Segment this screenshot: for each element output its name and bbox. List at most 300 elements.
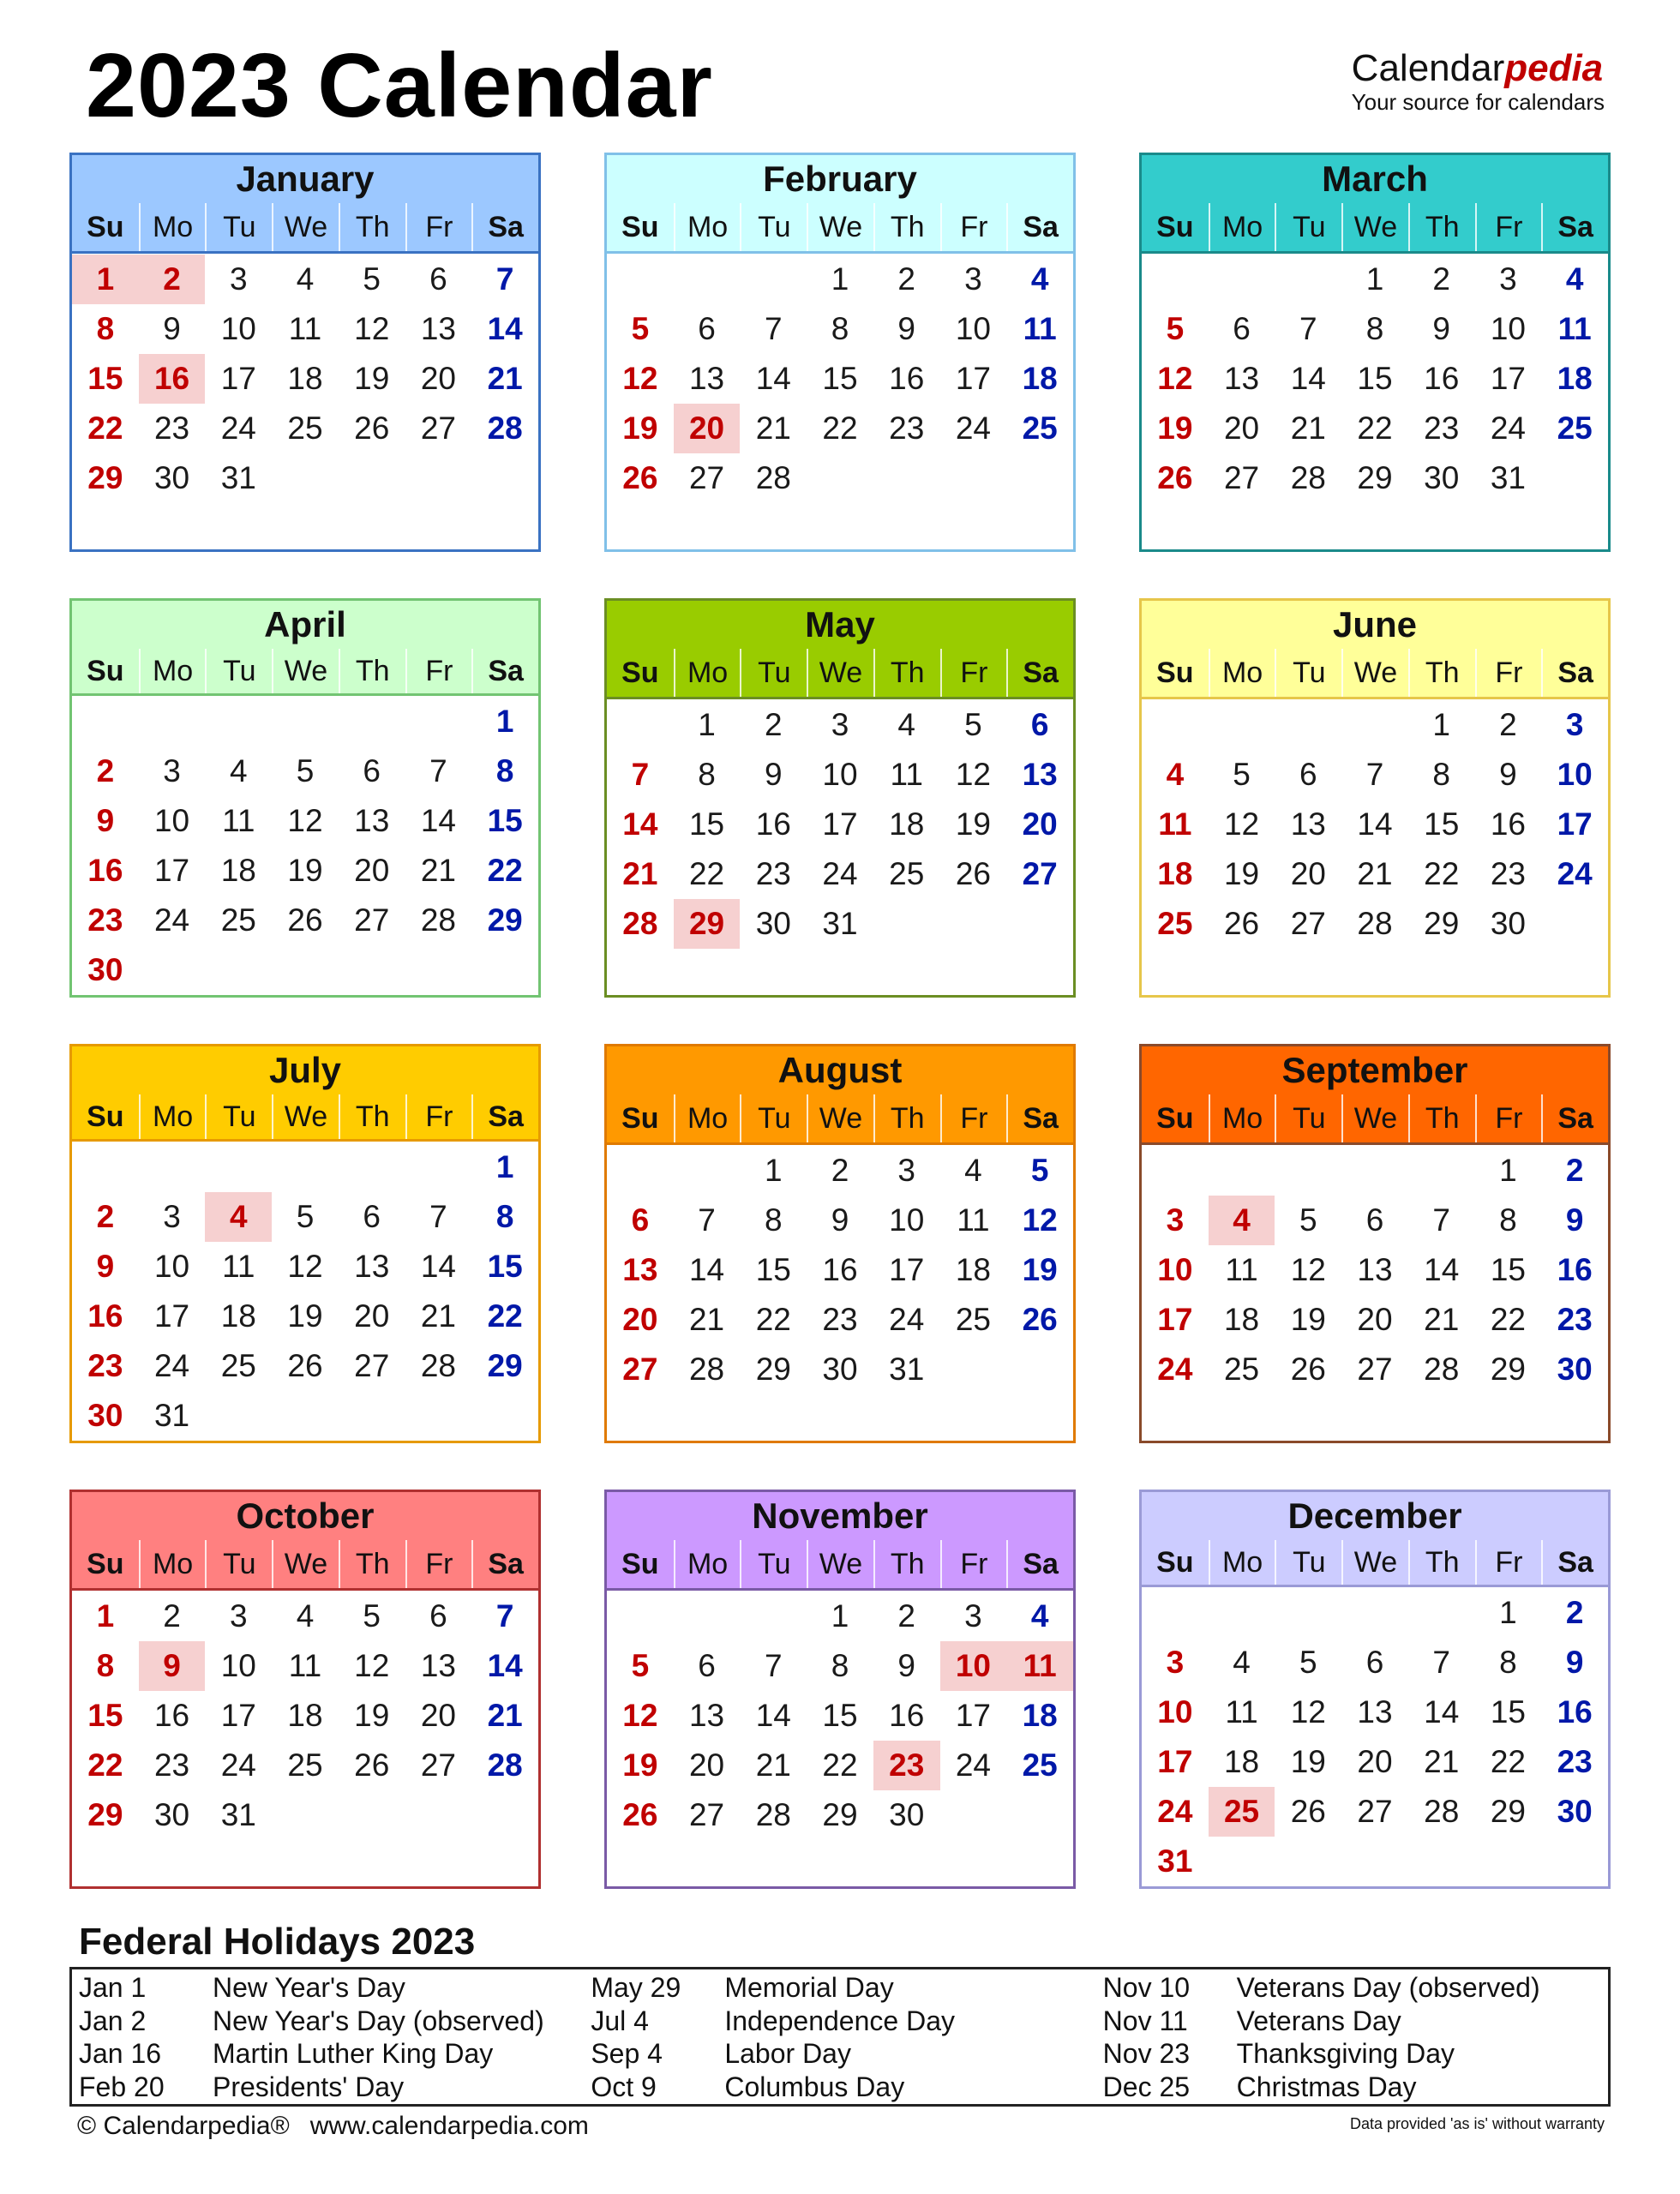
day-cell[interactable]: 16 — [755, 806, 791, 842]
day-cell[interactable]: 13 — [688, 361, 725, 396]
day-cell[interactable]: 26 — [955, 856, 991, 891]
day-cell[interactable]: 23 — [87, 902, 123, 938]
day-cell[interactable]: 11 — [288, 1648, 322, 1683]
day-cell[interactable]: 10 — [822, 757, 858, 792]
day-cell[interactable]: 9 — [1565, 1645, 1584, 1680]
day-cell[interactable]: 10 — [220, 311, 256, 346]
day-cell[interactable]: 26 — [1223, 906, 1260, 941]
day-cell[interactable]: 1 — [1432, 707, 1450, 742]
day-cell[interactable]: 12 — [622, 1698, 658, 1733]
day-cell[interactable]: 22 — [487, 853, 523, 888]
day-cell[interactable]: 29 — [1490, 1794, 1526, 1829]
day-cell[interactable]: 21 — [487, 361, 523, 396]
day-cell[interactable]: 25 — [1157, 906, 1193, 941]
day-cell[interactable]: 6 — [429, 261, 447, 297]
day-cell[interactable]: 21 — [755, 411, 791, 446]
brand-logo[interactable] — [1352, 47, 1605, 114]
day-cell[interactable]: 5 — [296, 1199, 315, 1234]
day-cell[interactable]: 24 — [955, 411, 991, 446]
day-cell[interactable]: 23 — [1490, 856, 1526, 891]
day-cell[interactable]: 17 — [889, 1252, 925, 1287]
day-cell[interactable]: 27 — [1022, 856, 1058, 891]
day-cell[interactable]: 31 — [220, 1797, 256, 1832]
day-cell[interactable]: 20 — [688, 1747, 725, 1783]
day-cell[interactable]: 21 — [622, 856, 658, 891]
day-cell[interactable]: 26 — [622, 460, 658, 495]
day-cell[interactable]: 18 — [220, 1298, 256, 1334]
holiday-day-cell[interactable]: 23 — [873, 1741, 940, 1790]
day-cell[interactable]: 16 — [1557, 1694, 1593, 1729]
day-cell[interactable]: 3 — [229, 1598, 248, 1634]
day-cell[interactable]: 19 — [287, 853, 323, 888]
holiday-day-cell[interactable]: 20 — [674, 404, 741, 453]
day-cell[interactable]: 15 — [487, 1249, 523, 1284]
day-cell[interactable]: 29 — [87, 1797, 123, 1832]
day-cell[interactable]: 15 — [755, 1252, 791, 1287]
day-cell[interactable]: 20 — [1357, 1744, 1393, 1779]
day-cell[interactable]: 7 — [1432, 1202, 1450, 1238]
day-cell[interactable]: 13 — [1290, 806, 1326, 842]
day-cell[interactable]: 20 — [622, 1302, 658, 1337]
day-cell[interactable]: 17 — [1490, 361, 1526, 396]
day-cell[interactable]: 20 — [354, 1298, 390, 1334]
day-cell[interactable]: 2 — [96, 1199, 115, 1234]
day-cell[interactable]: 7 — [631, 757, 650, 792]
day-cell[interactable]: 22 — [755, 1302, 791, 1337]
day-cell[interactable]: 12 — [287, 1249, 323, 1284]
day-cell[interactable]: 31 — [153, 1398, 190, 1433]
day-cell[interactable]: 22 — [822, 411, 858, 446]
day-cell[interactable]: 9 — [764, 757, 783, 792]
day-cell[interactable]: 12 — [1290, 1694, 1326, 1729]
day-cell[interactable]: 14 — [622, 806, 658, 842]
day-cell[interactable]: 8 — [495, 1199, 514, 1234]
day-cell[interactable]: 22 — [1490, 1302, 1526, 1337]
day-cell[interactable]: 24 — [220, 411, 256, 446]
day-cell[interactable]: 12 — [354, 1648, 390, 1683]
day-cell[interactable]: 25 — [287, 1747, 323, 1783]
day-cell[interactable]: 11 — [1158, 806, 1192, 842]
day-cell[interactable]: 10 — [153, 1249, 190, 1284]
day-cell[interactable]: 21 — [1424, 1302, 1460, 1337]
day-cell[interactable]: 3 — [897, 1153, 915, 1188]
day-cell[interactable]: 16 — [822, 1252, 858, 1287]
day-cell[interactable]: 31 — [1157, 1843, 1193, 1879]
day-cell[interactable]: 26 — [1022, 1302, 1058, 1337]
day-cell[interactable]: 25 — [1022, 411, 1058, 446]
day-cell[interactable]: 7 — [495, 261, 514, 297]
day-cell[interactable]: 15 — [1357, 361, 1393, 396]
day-cell[interactable]: 12 — [1022, 1202, 1058, 1238]
day-cell[interactable]: 2 — [897, 261, 915, 297]
day-cell[interactable]: 9 — [897, 311, 915, 346]
day-cell[interactable]: 17 — [1157, 1744, 1193, 1779]
day-cell[interactable]: 10 — [220, 1648, 256, 1683]
day-cell[interactable]: 8 — [698, 757, 716, 792]
day-cell[interactable]: 22 — [1490, 1744, 1526, 1779]
day-cell[interactable]: 13 — [1357, 1694, 1393, 1729]
holiday-day-cell[interactable]: 29 — [674, 899, 741, 949]
day-cell[interactable]: 9 — [897, 1648, 915, 1683]
day-cell[interactable]: 25 — [889, 856, 925, 891]
day-cell[interactable]: 14 — [755, 1698, 791, 1733]
day-cell[interactable]: 27 — [1223, 460, 1260, 495]
day-cell[interactable]: 28 — [1424, 1794, 1460, 1829]
day-cell[interactable]: 26 — [287, 902, 323, 938]
day-cell[interactable]: 27 — [354, 1348, 390, 1383]
holiday-day-cell[interactable]: 4 — [205, 1192, 272, 1242]
day-cell[interactable]: 18 — [287, 1698, 323, 1733]
day-cell[interactable]: 30 — [1557, 1352, 1593, 1387]
day-cell[interactable]: 24 — [955, 1747, 991, 1783]
day-cell[interactable]: 17 — [220, 1698, 256, 1733]
day-cell[interactable]: 10 — [1157, 1252, 1193, 1287]
day-cell[interactable]: 28 — [688, 1352, 725, 1387]
day-cell[interactable]: 25 — [220, 902, 256, 938]
day-cell[interactable]: 14 — [1357, 806, 1393, 842]
day-cell[interactable]: 7 — [764, 311, 783, 346]
day-cell[interactable]: 21 — [688, 1302, 725, 1337]
day-cell[interactable]: 27 — [1357, 1352, 1393, 1387]
day-cell[interactable]: 5 — [1166, 311, 1185, 346]
day-cell[interactable]: 12 — [287, 803, 323, 838]
day-cell[interactable]: 30 — [153, 1797, 190, 1832]
day-cell[interactable]: 17 — [822, 806, 858, 842]
day-cell[interactable]: 3 — [163, 753, 181, 788]
day-cell[interactable]: 10 — [1490, 311, 1526, 346]
day-cell[interactable]: 12 — [1223, 806, 1260, 842]
day-cell[interactable]: 10 — [955, 311, 991, 346]
day-cell[interactable]: 26 — [622, 1797, 658, 1832]
day-cell[interactable]: 11 — [222, 1249, 255, 1284]
day-cell[interactable]: 27 — [354, 902, 390, 938]
day-cell[interactable]: 29 — [87, 460, 123, 495]
day-cell[interactable]: 30 — [755, 906, 791, 941]
day-cell[interactable]: 3 — [1565, 707, 1584, 742]
day-cell[interactable]: 15 — [87, 361, 123, 396]
day-cell[interactable]: 4 — [964, 1153, 982, 1188]
day-cell[interactable]: 19 — [1290, 1302, 1326, 1337]
day-cell[interactable]: 16 — [153, 1698, 190, 1733]
day-cell[interactable]: 23 — [1557, 1302, 1593, 1337]
day-cell[interactable]: 24 — [1557, 856, 1593, 891]
day-cell[interactable]: 1 — [831, 1598, 849, 1634]
day-cell[interactable]: 19 — [955, 806, 991, 842]
day-cell[interactable]: 15 — [487, 803, 523, 838]
day-cell[interactable]: 12 — [1290, 1252, 1326, 1287]
day-cell[interactable]: 28 — [755, 460, 791, 495]
day-cell[interactable]: 3 — [1166, 1645, 1185, 1680]
day-cell[interactable]: 6 — [363, 1199, 381, 1234]
day-cell[interactable]: 17 — [955, 1698, 991, 1733]
day-cell[interactable]: 11 — [288, 311, 322, 346]
day-cell[interactable]: 25 — [287, 411, 323, 446]
day-cell[interactable]: 16 — [889, 361, 925, 396]
day-cell[interactable]: 11 — [890, 757, 923, 792]
day-cell[interactable]: 5 — [363, 261, 381, 297]
day-cell[interactable]: 22 — [1357, 411, 1393, 446]
day-cell[interactable]: 18 — [955, 1252, 991, 1287]
day-cell[interactable]: 2 — [831, 1153, 849, 1188]
day-cell[interactable]: 30 — [153, 460, 190, 495]
day-cell[interactable]: 2 — [163, 1598, 181, 1634]
day-cell[interactable]: 3 — [964, 1598, 982, 1634]
day-cell[interactable]: 14 — [487, 1648, 523, 1683]
day-cell[interactable]: 27 — [688, 460, 725, 495]
day-cell[interactable]: 15 — [1490, 1252, 1526, 1287]
holiday-day-cell[interactable]: 16 — [139, 354, 206, 404]
day-cell[interactable]: 4 — [1030, 261, 1049, 297]
day-cell[interactable]: 29 — [755, 1352, 791, 1387]
day-cell[interactable]: 19 — [1223, 856, 1260, 891]
day-cell[interactable]: 8 — [1365, 311, 1384, 346]
day-cell[interactable]: 4 — [296, 1598, 315, 1634]
day-cell[interactable]: 16 — [87, 1298, 123, 1334]
day-cell[interactable]: 13 — [354, 803, 390, 838]
day-cell[interactable]: 15 — [822, 1698, 858, 1733]
day-cell[interactable]: 12 — [1157, 361, 1193, 396]
day-cell[interactable]: 7 — [429, 1199, 447, 1234]
day-cell[interactable]: 6 — [429, 1598, 447, 1634]
day-cell[interactable]: 5 — [363, 1598, 381, 1634]
day-cell[interactable]: 19 — [354, 1698, 390, 1733]
day-cell[interactable]: 9 — [163, 311, 181, 346]
day-cell[interactable]: 7 — [698, 1202, 716, 1238]
day-cell[interactable]: 26 — [354, 411, 390, 446]
day-cell[interactable]: 11 — [1023, 311, 1057, 346]
day-cell[interactable]: 13 — [688, 1698, 725, 1733]
day-cell[interactable]: 24 — [1157, 1352, 1193, 1387]
day-cell[interactable]: 30 — [1490, 906, 1526, 941]
day-cell[interactable]: 14 — [688, 1252, 725, 1287]
day-cell[interactable]: 30 — [1424, 460, 1460, 495]
day-cell[interactable]: 10 — [1157, 1694, 1193, 1729]
day-cell[interactable]: 8 — [495, 753, 514, 788]
day-cell[interactable]: 9 — [1499, 757, 1517, 792]
day-cell[interactable]: 1 — [764, 1153, 783, 1188]
day-cell[interactable]: 28 — [487, 1747, 523, 1783]
day-cell[interactable]: 2 — [764, 707, 783, 742]
day-cell[interactable]: 31 — [1490, 460, 1526, 495]
day-cell[interactable]: 27 — [420, 1747, 456, 1783]
day-cell[interactable]: 5 — [964, 707, 982, 742]
day-cell[interactable]: 18 — [1022, 361, 1058, 396]
day-cell[interactable]: 8 — [764, 1202, 783, 1238]
day-cell[interactable]: 21 — [420, 853, 456, 888]
day-cell[interactable]: 7 — [495, 1598, 514, 1634]
day-cell[interactable]: 22 — [822, 1747, 858, 1783]
day-cell[interactable]: 24 — [220, 1747, 256, 1783]
day-cell[interactable]: 25 — [1557, 411, 1593, 446]
day-cell[interactable]: 17 — [220, 361, 256, 396]
day-cell[interactable]: 28 — [622, 906, 658, 941]
day-cell[interactable]: 12 — [354, 311, 390, 346]
day-cell[interactable]: 28 — [755, 1797, 791, 1832]
day-cell[interactable]: 14 — [755, 361, 791, 396]
day-cell[interactable]: 6 — [1030, 707, 1049, 742]
day-cell[interactable]: 15 — [1424, 806, 1460, 842]
day-cell[interactable]: 20 — [1290, 856, 1326, 891]
day-cell[interactable]: 27 — [1290, 906, 1326, 941]
day-cell[interactable]: 3 — [229, 261, 248, 297]
day-cell[interactable]: 18 — [1223, 1302, 1260, 1337]
day-cell[interactable]: 22 — [87, 411, 123, 446]
day-cell[interactable]: 2 — [96, 753, 115, 788]
day-cell[interactable]: 1 — [495, 1149, 514, 1184]
holiday-day-cell[interactable]: 4 — [1209, 1196, 1275, 1245]
day-cell[interactable]: 21 — [1424, 1744, 1460, 1779]
day-cell[interactable]: 29 — [1424, 906, 1460, 941]
day-cell[interactable]: 28 — [1424, 1352, 1460, 1387]
day-cell[interactable]: 7 — [764, 1648, 783, 1683]
day-cell[interactable]: 11 — [1557, 311, 1592, 346]
day-cell[interactable]: 29 — [1490, 1352, 1526, 1387]
day-cell[interactable]: 9 — [831, 1202, 849, 1238]
day-cell[interactable]: 20 — [420, 1698, 456, 1733]
day-cell[interactable]: 8 — [831, 311, 849, 346]
day-cell[interactable]: 2 — [1499, 707, 1517, 742]
day-cell[interactable]: 20 — [420, 361, 456, 396]
day-cell[interactable]: 1 — [1499, 1595, 1517, 1630]
day-cell[interactable]: 9 — [96, 803, 115, 838]
day-cell[interactable]: 2 — [1565, 1595, 1584, 1630]
day-cell[interactable]: 7 — [1299, 311, 1317, 346]
day-cell[interactable]: 24 — [889, 1302, 925, 1337]
day-cell[interactable]: 18 — [287, 361, 323, 396]
day-cell[interactable]: 8 — [831, 1648, 849, 1683]
day-cell[interactable]: 21 — [1290, 411, 1326, 446]
day-cell[interactable]: 5 — [1233, 757, 1251, 792]
day-cell[interactable]: 19 — [1157, 411, 1193, 446]
day-cell[interactable]: 24 — [153, 1348, 190, 1383]
day-cell[interactable]: 19 — [1290, 1744, 1326, 1779]
day-cell[interactable]: 24 — [822, 856, 858, 891]
day-cell[interactable]: 13 — [622, 1252, 658, 1287]
day-cell[interactable]: 27 — [622, 1352, 658, 1387]
day-cell[interactable]: 11 — [1225, 1694, 1258, 1729]
holiday-day-cell[interactable]: 2 — [139, 255, 206, 304]
day-cell[interactable]: 15 — [822, 361, 858, 396]
day-cell[interactable]: 9 — [1565, 1202, 1584, 1238]
day-cell[interactable]: 7 — [429, 753, 447, 788]
day-cell[interactable]: 1 — [96, 1598, 115, 1634]
day-cell[interactable]: 6 — [1299, 757, 1317, 792]
day-cell[interactable]: 21 — [1357, 856, 1393, 891]
day-cell[interactable]: 15 — [87, 1698, 123, 1733]
day-cell[interactable]: 6 — [698, 311, 716, 346]
day-cell[interactable]: 23 — [755, 856, 791, 891]
day-cell[interactable]: 13 — [1357, 1252, 1393, 1287]
day-cell[interactable]: 14 — [1424, 1252, 1460, 1287]
day-cell[interactable]: 26 — [1290, 1352, 1326, 1387]
day-cell[interactable]: 6 — [1233, 311, 1251, 346]
day-cell[interactable]: 8 — [1499, 1645, 1517, 1680]
day-cell[interactable]: 14 — [420, 803, 456, 838]
day-cell[interactable]: 25 — [955, 1302, 991, 1337]
day-cell[interactable]: 30 — [822, 1352, 858, 1387]
day-cell[interactable]: 29 — [487, 902, 523, 938]
day-cell[interactable]: 14 — [1290, 361, 1326, 396]
day-cell[interactable]: 31 — [889, 1352, 925, 1387]
day-cell[interactable]: 30 — [87, 1398, 123, 1433]
day-cell[interactable]: 18 — [1157, 856, 1193, 891]
day-cell[interactable]: 23 — [1424, 411, 1460, 446]
day-cell[interactable]: 3 — [1499, 261, 1517, 297]
day-cell[interactable]: 16 — [889, 1698, 925, 1733]
day-cell[interactable]: 26 — [354, 1747, 390, 1783]
day-cell[interactable]: 14 — [1424, 1694, 1460, 1729]
day-cell[interactable]: 8 — [96, 1648, 115, 1683]
day-cell[interactable]: 13 — [420, 1648, 456, 1683]
day-cell[interactable]: 7 — [1432, 1645, 1450, 1680]
day-cell[interactable]: 11 — [957, 1202, 990, 1238]
day-cell[interactable]: 23 — [1557, 1744, 1593, 1779]
day-cell[interactable]: 22 — [688, 856, 725, 891]
day-cell[interactable]: 18 — [1223, 1744, 1260, 1779]
day-cell[interactable]: 3 — [1166, 1202, 1185, 1238]
day-cell[interactable]: 20 — [354, 853, 390, 888]
day-cell[interactable]: 24 — [153, 902, 190, 938]
day-cell[interactable]: 5 — [1299, 1645, 1317, 1680]
day-cell[interactable]: 27 — [1357, 1794, 1393, 1829]
day-cell[interactable]: 19 — [622, 411, 658, 446]
day-cell[interactable]: 6 — [1365, 1645, 1384, 1680]
day-cell[interactable]: 20 — [1022, 806, 1058, 842]
day-cell[interactable]: 19 — [1022, 1252, 1058, 1287]
day-cell[interactable]: 25 — [1223, 1352, 1260, 1387]
day-cell[interactable]: 10 — [153, 803, 190, 838]
holiday-day-cell[interactable]: 11 — [1006, 1641, 1073, 1691]
day-cell[interactable]: 1 — [1365, 261, 1384, 297]
day-cell[interactable]: 28 — [1290, 460, 1326, 495]
day-cell[interactable]: 4 — [229, 753, 248, 788]
day-cell[interactable]: 27 — [420, 411, 456, 446]
day-cell[interactable]: 19 — [287, 1298, 323, 1334]
day-cell[interactable]: 5 — [631, 311, 650, 346]
day-cell[interactable]: 5 — [1030, 1153, 1049, 1188]
day-cell[interactable]: 14 — [420, 1249, 456, 1284]
day-cell[interactable]: 17 — [153, 853, 190, 888]
day-cell[interactable]: 29 — [822, 1797, 858, 1832]
day-cell[interactable]: 4 — [1565, 261, 1584, 297]
day-cell[interactable]: 26 — [1290, 1794, 1326, 1829]
day-cell[interactable]: 4 — [1030, 1598, 1049, 1634]
day-cell[interactable]: 29 — [1357, 460, 1393, 495]
day-cell[interactable]: 16 — [1557, 1252, 1593, 1287]
day-cell[interactable]: 22 — [87, 1747, 123, 1783]
day-cell[interactable]: 13 — [420, 311, 456, 346]
day-cell[interactable]: 18 — [1022, 1698, 1058, 1733]
day-cell[interactable]: 23 — [889, 411, 925, 446]
day-cell[interactable]: 4 — [296, 261, 315, 297]
day-cell[interactable]: 17 — [153, 1298, 190, 1334]
day-cell[interactable]: 13 — [1022, 757, 1058, 792]
day-cell[interactable]: 25 — [220, 1348, 256, 1383]
day-cell[interactable]: 16 — [1424, 361, 1460, 396]
day-cell[interactable]: 1 — [698, 707, 716, 742]
day-cell[interactable]: 22 — [1424, 856, 1460, 891]
day-cell[interactable]: 3 — [964, 261, 982, 297]
day-cell[interactable]: 16 — [1490, 806, 1526, 842]
day-cell[interactable]: 1 — [1499, 1153, 1517, 1188]
day-cell[interactable]: 18 — [220, 853, 256, 888]
day-cell[interactable]: 8 — [96, 311, 115, 346]
holiday-day-cell[interactable]: 25 — [1209, 1787, 1275, 1837]
day-cell[interactable]: 12 — [622, 361, 658, 396]
day-cell[interactable]: 13 — [354, 1249, 390, 1284]
day-cell[interactable]: 18 — [889, 806, 925, 842]
day-cell[interactable]: 28 — [420, 902, 456, 938]
